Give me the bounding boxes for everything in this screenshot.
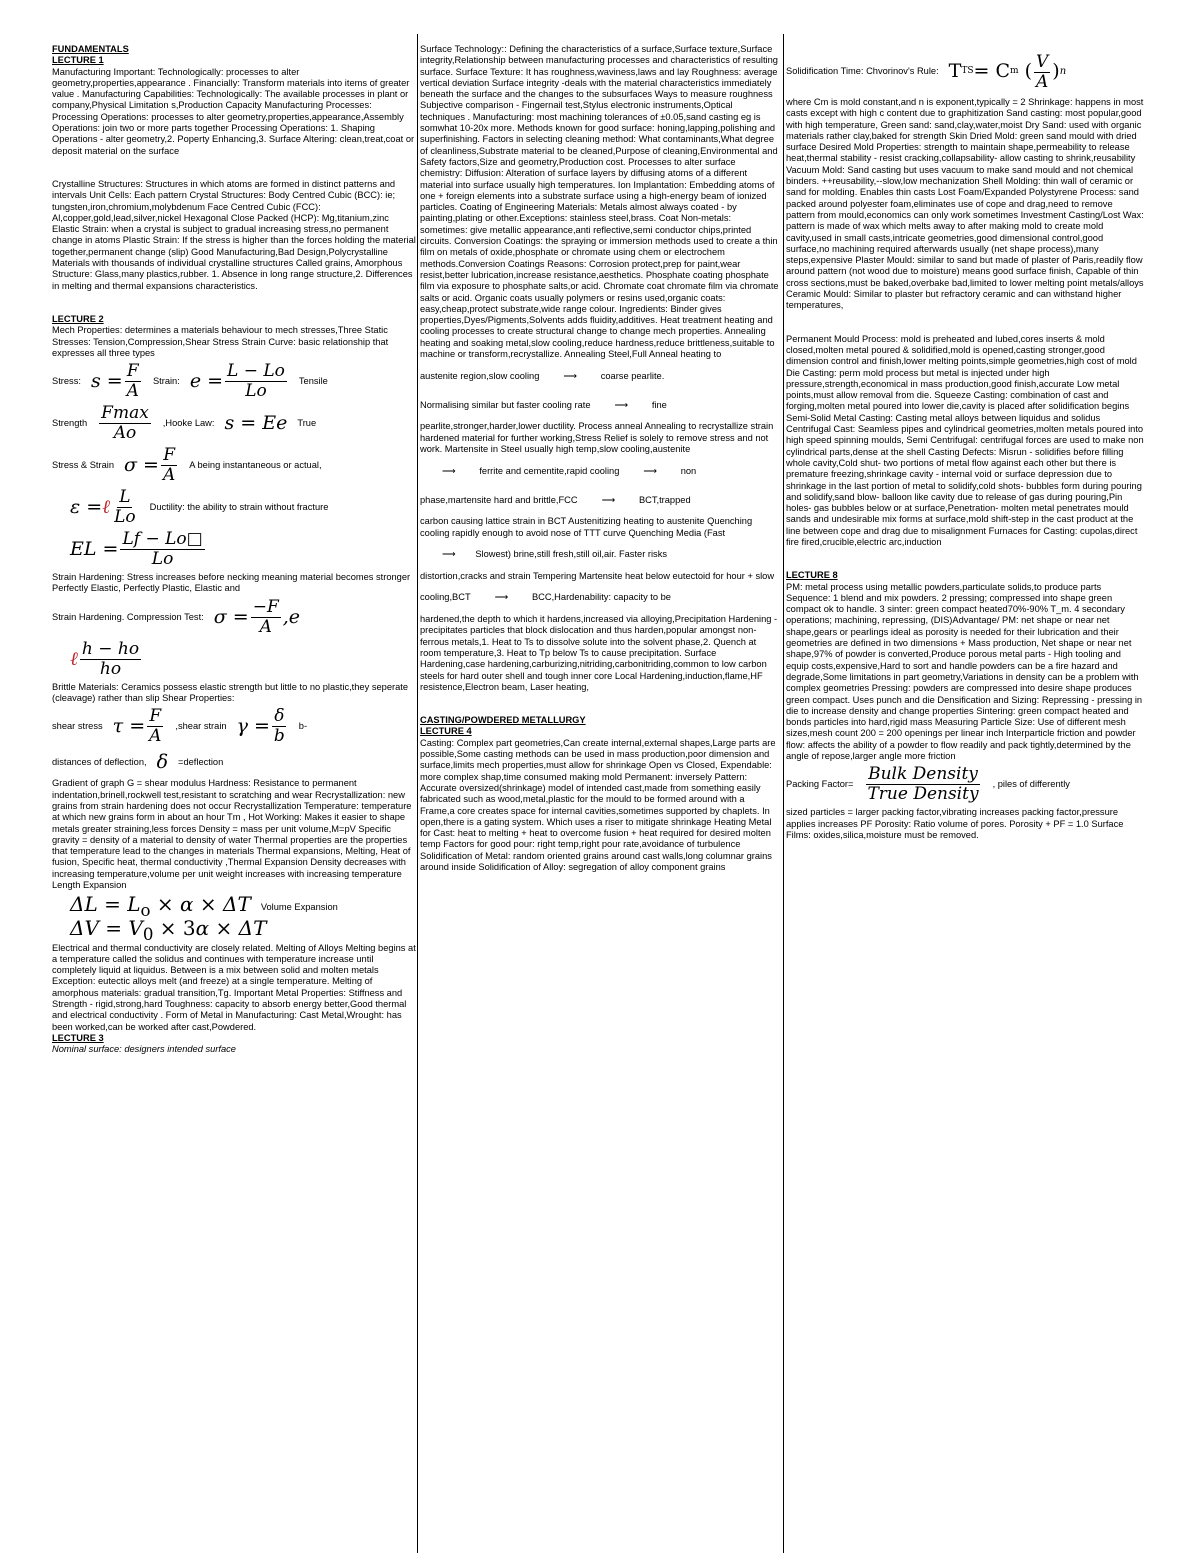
packing-factor-equation — [786, 765, 1144, 804]
compression-strain-formula: ℓ $\frac{h - ho}{ho}$ — [70, 638, 140, 679]
compression-formula: σ = $\frac{-F}{A}$ ,e — [213, 596, 301, 637]
bulk-density: Bulk Density — [868, 764, 978, 785]
hooke-formula: s = Ee — [224, 411, 288, 434]
quench-arrow-line — [442, 542, 780, 568]
bcc-text: BCC,Hardenability: capacity to be — [531, 592, 671, 603]
deflection-label: distances of deflection, — [52, 756, 147, 767]
chvorinov-formula: T TS = C m ( $\frac{V}{A}$ ) n — [948, 51, 1067, 92]
lecture-2-heading: LECTURE 2 — [52, 313, 104, 324]
column-3 — [786, 44, 1144, 1553]
ferrite-text: ferrite and cementite,rapid cooling — [479, 465, 620, 476]
tensile-strength-equations — [52, 404, 416, 443]
casting-heading: CASTING/POWDERED METALLURGY — [420, 715, 586, 726]
true-label: True — [297, 417, 317, 428]
lecture-3-heading: LECTURE 3 — [52, 1032, 104, 1043]
chvorinov-equation — [786, 50, 1144, 94]
sized-particles-text: sized particles = larger packing factor,vibrating increases packing factor,pressure applies increases PF Porosity: Ratio volume of pores. Porosity + PF = 1.0 Surface Films: oxides,silica,moisture must be removed. — [786, 807, 1124, 840]
arrow-icon: ⟶ — [563, 370, 577, 381]
austenite-region-text: austenite region,slow cooling — [420, 370, 540, 381]
annealing-arrow-line — [420, 363, 780, 389]
elongation-formula: EL = $\frac{Lf - Lo□}{Lo}$ — [70, 529, 203, 570]
volume-expansion-formula: $\Delta V = V_0 \times 3\alpha \times \Delta T$ — [70, 916, 267, 945]
elongation-equation — [70, 530, 416, 569]
lecture-2-text: Mech Properties: determines a materials behaviour to mech stresses,Three Static Stresses: Tension,Compression,Shear Stress Strain Curve: basic relationship that expresses all three types — [52, 325, 389, 358]
arrow-icon: ⟶ — [614, 399, 628, 410]
crystal-structures-text: Crystalline Structures: Structures in which atoms are formed in distinct patterns and intervals Unit Cells: Each pattern Crystal Structures: Body Centred Cubic (BCC): ie; tungsten,iron,chromium,molybdenum Face Centred Cubic (FCC): Al,copper,gold,lead,silver,nickel Hexagonal Close Packed (HCP): Mg,titanium,zinc Elastic Strain: when a crystal is subject to gradual increasing stress,no permanent change in atoms Plastic Strain: If the stress is higher than the forces holding the material together,permanent change (slip) Good Manufacturing,Bad Design,Polycrystalline Materials with thousands of individual crystalline structures Called grains, Amorphous Structure: Glass,many plastics,rubber. 1. Absence in long range structure,2. Differences in melting and thermal expansions characteristics. — [52, 178, 416, 291]
nominal-surface-text: Nominal surface: designers intended surface — [52, 1044, 236, 1055]
distortion-text: distortion,cracks and strain Tempering Martensite heat below eutectoid for hour + slow — [420, 570, 775, 581]
compression-strain-equation — [70, 640, 416, 679]
shear-stress-label: shear stress — [52, 721, 103, 732]
strength-label: Strength — [52, 417, 88, 428]
compression-test-label: Strain Hardening. Compression Test: — [52, 611, 204, 622]
carbon-text: carbon causing lattice strain in BCT Austenitizing heating to austenite Quenching cooling rapidly enough to avoid nose of TTT curve Quenching Media (Fast — [420, 516, 753, 538]
strain-hardening-text: Strain Hardening: Stress increases before necking meaning material becomes stronger Perfectly Elastic, Perfectly Plastic, Elastic and — [52, 572, 411, 594]
arrow-icon: ⟶ — [442, 549, 456, 560]
bct-trapped-text: BCT,trapped — [638, 494, 691, 505]
phase-text: phase,martensite hard and brittle,FCC — [420, 494, 578, 505]
ductility-label: Ductility: the ability to strain without fracture — [149, 501, 329, 512]
lecture-1-text: Manufacturing Important: Technologically: processes to alter geometry,properties,appearance . Financially: Transform materials into items of greater value . Manufacturing Capabilities: Technologically: The available processes in plant or company,Physical Limitation s,Production Capacity Manufacturing Processes: Processing Operations: processes to alter geometry,properties,appearance,Assembly Operations: join two or more parts together Processing Operations: 1. Shaping Operations - alter geometry,2. Poperty Enhancing,3. Surface Altering: clean,treat,coat or deposit material on the surface — [52, 66, 415, 156]
lecture-1-heading: LECTURE 1 — [52, 55, 104, 66]
casting-methods-text: where Cm is mold constant,and n is exponent,typically = 2 Shrinkage: happens in most casts except with high c content due to graphitization Sand casting: most popular,good with high temperature, Green sand: sand,clay,water,moist Dry Sand: used with organic materials rather clay,baked for strength Skin Dried Mold: green sand mould with dried surface Desired Mold Properties: strength to maintain shape,permeability to release heat,thermal stability - resist cracking,collapsability- allow casting to shrink,reusability Vacuum Mold: Sand casting but uses vacuum to make sand mould and not chemical binders. ++reusability,--slow,low mechanization Shell Molding: thin wall of ceramic or sand for molding. Enables thin casts Lost Foam/Expanded Polystyrene Process: sand packed around polyester foam,eliminates use of cope and drag,need to remove pattern from mould,economics can only work sometimes Investment Casting/Lost Wax: pattern is made of wax which melts away to after making mold to create mold cavity,used in small casts,intricate geometries,good dimensional control,good surface,no machining required afterwards usually (net shape process),many steps,expensive Plaster Mould: similar to sand but made of plaster of Paris,readily flow around pattern (not wood due to moisture) means good surface finish, Capable of thin cross sections,must be baked,overbake bad,limited to lower melting point metals/alloys Ceramic Mould: Similar to plaster but refractory ceramic and can withstand higher temperatures, — [786, 97, 1144, 311]
true-strain-formula: ε = ℓ $\frac{L}{Lo}$ — [70, 487, 136, 528]
true-density: True Density — [867, 784, 979, 805]
brittle-materials-text: Brittle Materials: Ceramics possess elastic strength but little to no plastic,they seperate (cleavage) rather than slip Shear Properties: — [52, 681, 409, 704]
compression-equation — [52, 598, 416, 637]
shear-equations — [52, 707, 416, 746]
non-text: non — [680, 465, 697, 476]
stress-strain-equations — [52, 362, 416, 401]
column-2 — [420, 44, 780, 1553]
delta-symbol: δ — [156, 750, 169, 773]
deflection-line — [52, 749, 416, 775]
slowest-text: Slowest) brine,still fresh,still oil,air. Faster risks — [475, 549, 667, 560]
true-strain-equation — [70, 488, 416, 527]
packing-rest-label: , piles of differently — [992, 779, 1070, 790]
shear-stress-formula: τ = $\frac{F}{A}$ — [112, 706, 162, 747]
stress-formula: s = $\frac{F}{A}$ — [90, 361, 139, 402]
instantaneous-label: A being instantaneous or actual, — [189, 459, 322, 470]
true-stress-formula: σ = $\frac{F}{A}$ — [124, 445, 176, 486]
permanent-mould-text: Permanent Mould Process: mold is preheated and lubed,cores inserts & mold closed,molten metal poured & solidified,mold is opened,casting stronger,good dimension control and finish,lower melting points,simple geometries,high cost of mold Die Casting: perm mold process but metal is injected under high pressure,strength,economical in mass production,good finish,accurate Low metal points,must allow removal from die. Squeeze Casting: combination of cast and forging,molten metal poured into lower die,cavity is placed after solidification begins Semi-Solid Metal Casting: Casting metal alloys between liquidus and solidus Centrifugal Cast: Seamless pipes and cylindrical geometries,molten metals poured into high speed spinning moulds, Semi Centrifugal: centrifugal forces are used to make non cylindrical parts,dense at the shell Casting Defects: Misrun - solidifies before filling whole cavity,Cold shut- two portions of metal flow against each other but there is premature freezing,shrinkage cavity - internal void or surface depression due to shrinkage in the last portion of metal to solidify,cold shots- bubbles form during pouring and solidify,sand blow- balloon like cavity due to release of gas during pouring,Pin holes- gas bubbles below or at surface,Penetration- molten metal penetrates mould sands and undesirable mix forms at surface,mold shift-step in the cast product at the line between cope and drag due to misalignment Furnaces for Casting: cupolas,direct fire fired,crucible,electric arc,induction — [786, 333, 1144, 547]
strain-formula: e = $\frac{L - Lo}{Lo}$ — [189, 361, 285, 402]
packing-factor-label: Packing Factor= — [786, 779, 854, 790]
true-stress-strain-label: Stress & Strain — [52, 459, 115, 470]
chvorinov-label: Solidification Time: Chvorinov's Rule: — [786, 66, 939, 77]
properties-text: Gradient of graph G = shear modulus Hardness: Resistance to permanent indentation,brinell,rockwell test,resistant to scratching and wear Recrystallization: new grains from strain hardening does not occur Recrystallization Temperature: temperature at which new grains form in about an hour Tm , Hot Working: Makes it easier to shape metals greater straining,less forces Density = mass per unit volume,M=pV Specific gravity = density of a material to density of water Thermal properties are the properties that temperature lead to the changes in materials Thermal expansions, Melting, Heat of fusion, Specific heat, thermal conductivity ,Thermal Expansion Density decreases with increasing temperature,volume per unit weight increases with increasing temperature Length Expansion — [52, 778, 412, 890]
deflection-def: =deflection — [178, 756, 224, 767]
tempering-arrow-line — [420, 585, 780, 611]
normalising-arrow-line — [420, 392, 780, 418]
column-divider-1 — [417, 34, 418, 1553]
surface-technology-text: Surface Technology:: Defining the characteristics of a surface,Surface texture,Surface integrity,Relationship between manufacturing processes and characteristics of resulting surface. Surface Texture: It has roughness,waviness,laws and lay Roughness: average vertical deviation Surface integrity -deals with the material characteristics immediately beneath the surface and the changes to the subsurfaces Ways to measure roughness Subjective comparison - Fingernail test,Stylus electronic instruments,Optical techniques . Manufacturing: most machining tolerances of ±0.05,sand casting eg is somwhat 10-20x more. Methods known for good surface: honing,lapping,polishing and superfinishing. Factors in selecting cleaning method: What contaminants,What degree of cleanliness,Substrate material to be cleaned,Purpose of cleaning,Environmental and Safety factors,Size and geometry,Production cost. Processes to alter surface chemistry: Diffusion: Alteration of surface layers by diffusing atoms of a different material into surface usually high temperatures. Ion Implantation: Embedding atoms of one + foreign elements into a substrate surface using a high-energy beam of ionized particles. Coating of Engineering Materials: Metals almost always coated - by painting,plating or other.Exceptions: stainless steel,brass. Coat Non-metals: sometimes: give metallic appearance,anti reflective,semi conductor chips,printed circuits. Conversion Coatings: the spraying or immersion methods used to create a thin film on metals of oxide,phosphate or chromate using chem or electrochem methods.Conversion Coatings Reasons: Corrosion protect,prep for paint,wear resist,better lubrication,increase resistance,aesthetics. Phosphate coating phosphate film via exposure to phosphate salts,or acid. Chromate coat chromate film via chromate salts or acid. Organic coats usually polymers or resins used,organic coats: easy,cheap,protect substrate,wide range colour. Ingredients: Binder gives properties,Dyes/Pigments,Solvents adds fluidity,additives. Heat treatment heating and cooling processes to create structural change to change mech properties. Annealing heating and soaking metal,slow cooling,reduce hardness,reduce brittleness,suitable to machine or transform,recrystallize. Annealing Steel,Full Anneal heating to — [420, 44, 779, 360]
volume-expansion-label: Volume Expansion — [260, 901, 338, 912]
strain-label: Strain: — [152, 375, 180, 386]
electrical-text: Electrical and thermal conductivity are closely related. Melting of Alloys Melting begins at a temperature called the solidus and continues with temperature increase until completely liquid at liquidus. Between is a mix between solid and molten metals Exception: eutectic alloys melt (and freeze) at a single temperature. Melting of amorphous materials: gradual transition,Tg. Important Metal Properties: Stiffness and Strength - rigid,strong,hard Toughness: capacity to absorb energy better,Good thermal and electrical conductivity . Form of Metal in Manufacturing: Cast Metal,Wrought: has been worked,can be worked after cast,Powdered. — [52, 942, 416, 1032]
shear-strain-formula: γ = $\frac{\delta}{b}$ — [236, 706, 285, 747]
coarse-pearlite-text: coarse pearlite. — [600, 370, 665, 381]
tensile-label: Tensile — [298, 375, 328, 386]
casting-text: Casting: Complex part geometries,Can create internal,external shapes,Large parts are possible,Some casting methods can be used in mass production,poor dimension and surface,limits mech properties,must allow for shrinkage Open vs Closed, Expendable: more complex shap,time consumed making mold Permanent: inversely Pattern: Accurate oversized(shrinkage) model of intended cast,made from something easily fabricated such as wood,metal,plastic for the mould to be formed around with a Frame,a core creates space for internal cavities,sometimes supported by chaplets. In open,there is a gating system. Which uses a riser to mitigate shrinkage Heating Metal for Cast: heat to melting + heat to overcome fusion + heat required for desired molten temp Factors for good pour: right temp,right pour rate,avoidance of turbulence Solidification of Metal: random oriented grains around cast walls,long columnar grains around inside Solidification of Alloy: segregation of alloy component grains — [420, 737, 776, 873]
length-expansion-formula: $\Delta L = L_o \times \alpha \times \Delta T$ — [70, 891, 251, 920]
normalising-text: Normalising similar but faster cooling rate — [420, 399, 591, 410]
phase-arrow-line — [420, 487, 780, 513]
true-stress-equation — [52, 446, 416, 485]
fine-text: fine — [651, 399, 667, 410]
pearlite-text: pearlite,stronger,harder,lower ductility. Process anneal Annealing to recrystallize strain hardened material for further working,Stress Relief is solely to remove stress and not work. Martensite in Steel usually high temp,slow cooling,austenite — [420, 421, 774, 454]
hardened-text: hardened,the depth to which it hardens,increased via alloying,Precipitation Hardening - precipitates particles that block dislocation and thus harden,popular amongst non-ferrous metals,1. Heat to Ts to dissolve solute into the solvent phase,2. Quench at room temperature,3. Heat to Tp below Ts to cause precipitation. Surface Hardening,case hardening,carburizing,nitriding,carbonitriding,common to low carbon steels for hard outer shell and tough inner core Local Hardening,induction,flame,HF resistence,Electron beam, Laser heating, — [420, 614, 778, 692]
martensite-arrow-line — [442, 458, 780, 484]
packing-factor-formula — [863, 765, 982, 804]
cooling-bct-text: cooling,BCT — [420, 592, 471, 603]
arrow-icon: ⟶ — [643, 465, 657, 476]
powder-metallurgy-text: PM: metal process using metallic powders,particulate solids,to produce parts Sequence: 1 blend and mix powders. 2 pressing; compressed into shape green compact ok to handle. 3 sinter: green compact heated70%-90% T_m. 4 secondary operations; machining, repressing, (DIS)Advantage/ PM: net shape or near net shape,gears or pearlings ideal as porosity is needed for their lubrication and their geometries are defined in two dimensions + Mass production, Net shape or near net shape,97% of powder is converted,Produce porous metal parts - High tooling and equip costs,expensive,Hard to sort and handle powders can be a fire hazard and degrade,Some limitations in part geometry,Variations in density can be a problem with complex geometries Pressing: powders are compressed into desire shape produces green compact. Uses punch and die Densification and Sizing: Repressing - pressing in die to increase density and change properties Sintering: green compact heated and bonds particles into hard,rigid mass Measuring Particle Size: Use of different mesh sizes,mesh count 200 = 200 openings per linear inch Interparticle friction and powder flow: affects the ability of a powder to flow readily and pack tightly,determined by the angle of repose,larger angle more friction — [786, 581, 1143, 762]
b-label: b- — [298, 721, 308, 732]
tensile-strength-formula: $\frac{Fmax}{Ao}$ — [101, 403, 149, 444]
column-divider-2 — [783, 34, 784, 1553]
lecture-4-heading: LECTURE 4 — [420, 726, 472, 737]
stress-label: Stress: — [52, 375, 81, 386]
arrow-icon: ⟶ — [494, 592, 508, 603]
hooke-label: ,Hooke Law: — [162, 417, 215, 428]
arrow-icon: ⟶ — [601, 494, 615, 505]
lecture-8-heading: LECTURE 8 — [786, 570, 838, 581]
column-1 — [52, 44, 416, 1553]
shear-strain-label: ,shear strain — [175, 721, 227, 732]
section-heading-fundamentals: FUNDAMENTALS — [52, 44, 129, 54]
arrow-icon: ⟶ — [442, 465, 456, 476]
